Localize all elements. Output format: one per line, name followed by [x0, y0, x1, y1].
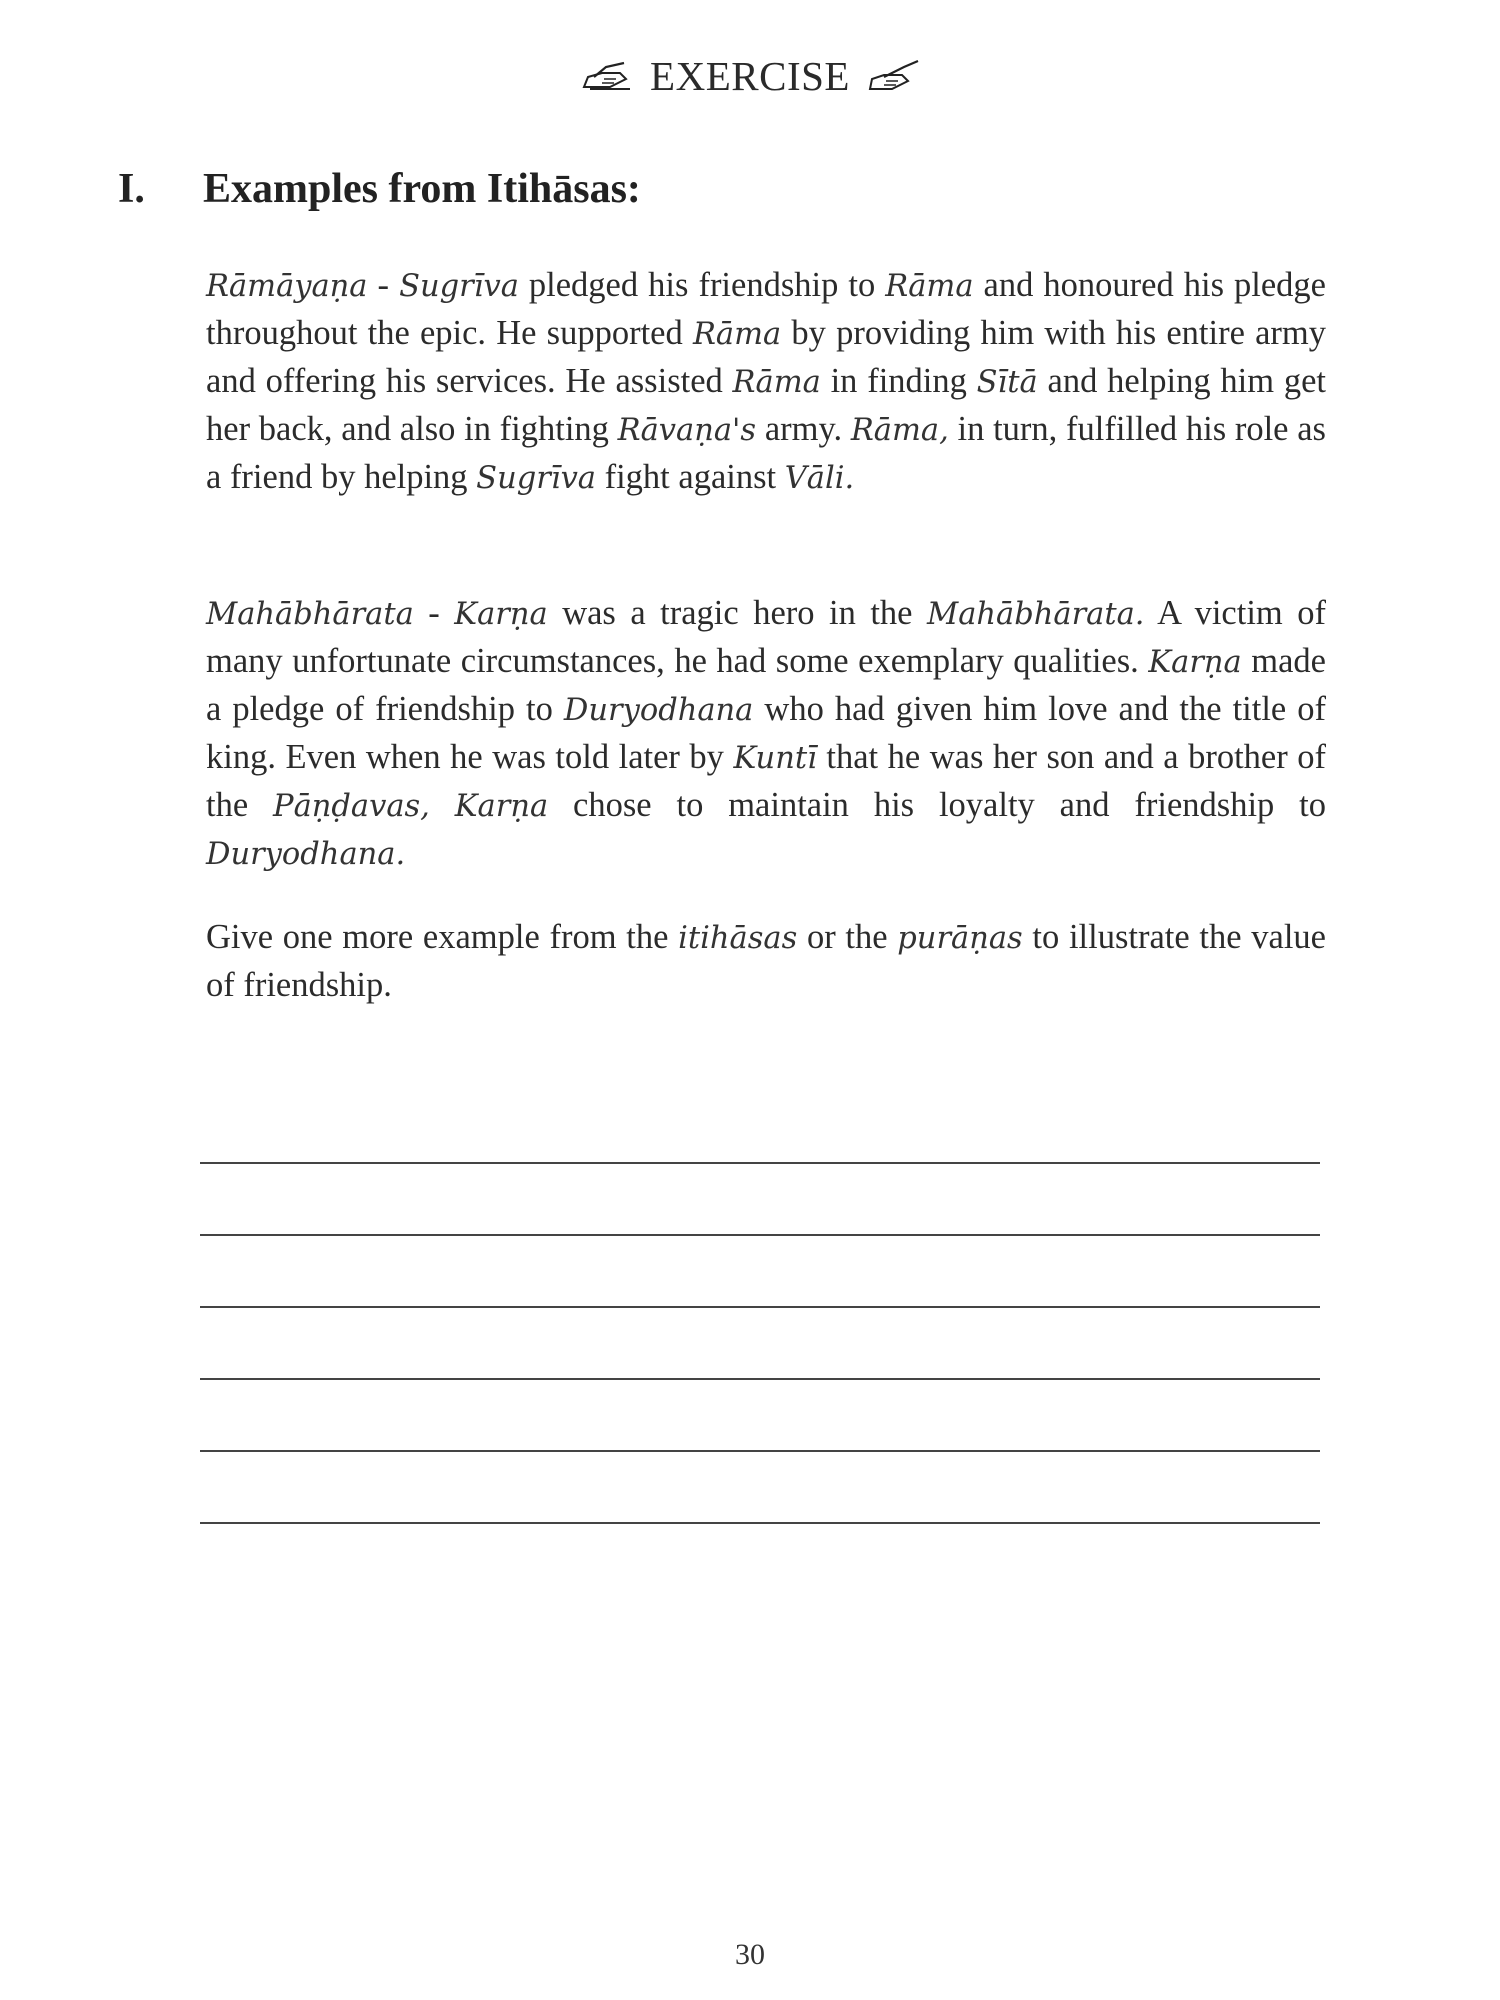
italic-term: Rāma — [692, 317, 782, 352]
text-run: - — [367, 266, 400, 304]
text-run: who had given him love and the title of king. Even when he was told later by — [206, 690, 1327, 776]
text-run: fight against — [595, 458, 785, 496]
italic-term: Karṇa — [1148, 645, 1242, 680]
italic-term: Rāmāyaṇa — [206, 269, 368, 304]
exercise-prompt — [206, 914, 1326, 1008]
text-run: Give one more example from the — [206, 918, 679, 956]
answer-line[interactable] — [200, 1092, 1320, 1164]
text-run: chose to maintain his loyalty and friendship to — [548, 786, 1326, 824]
section-title: Examples from Itihāsas: — [203, 166, 641, 212]
italic-term: Rāma — [732, 365, 821, 400]
page-number: 30 — [735, 1938, 765, 1971]
hand-writing-icon — [580, 59, 636, 93]
text-run: pledged his friendship to — [518, 266, 886, 304]
answer-line[interactable] — [200, 1380, 1320, 1452]
text-run: to illustrate the value of friendship. — [206, 918, 1326, 1004]
text-run: in finding — [820, 362, 977, 400]
exercise-heading — [0, 52, 1500, 100]
text-run: army. — [756, 410, 851, 448]
hand-writing-icon — [864, 59, 920, 93]
italic-term: Karṇa — [454, 597, 548, 632]
italic-term: Mahābhārata. — [926, 597, 1145, 632]
text-run: was a tragic hero in the — [547, 594, 927, 632]
exercise-title: EXERCISE — [650, 53, 850, 99]
text-run: by providing him with his entire army and offering his services. He assisted — [206, 314, 1326, 400]
section-heading — [118, 165, 641, 213]
text-run: or the — [797, 918, 898, 956]
italic-term: Rāma, — [850, 413, 949, 448]
italic-term: Sugrīva — [476, 461, 596, 496]
italic-term: Vāli. — [784, 461, 855, 496]
italic-term: Pāṇḍavas, — [273, 789, 430, 824]
italic-term: Kuntī — [733, 741, 817, 776]
answer-area[interactable] — [200, 1092, 1320, 1524]
italic-term: Karṇa — [454, 789, 549, 824]
text-run: - — [413, 594, 455, 632]
text-run — [430, 786, 455, 824]
text-run: made a pledge of friendship to — [206, 642, 1326, 728]
section-number: I. — [118, 166, 145, 212]
text-run: and helping him get her back, and also in fighting — [206, 362, 1326, 448]
answer-line[interactable] — [200, 1308, 1320, 1380]
answer-line[interactable] — [200, 1236, 1320, 1308]
text-run: in turn, fulfilled his role as a friend by helping — [206, 410, 1326, 496]
italic-term: purāṇas — [897, 921, 1023, 956]
ramayana-paragraph — [206, 262, 1326, 502]
italic-term: itihāsas — [678, 921, 798, 956]
italic-term: Duryodhana — [563, 693, 754, 728]
answer-line[interactable] — [200, 1452, 1320, 1524]
italic-term: Sugrīva — [399, 269, 519, 304]
text-run: A victim of many unfortunate circumstances, he had some exemplary qualities. — [206, 594, 1326, 680]
italic-term: Mahābhārata — [206, 597, 414, 632]
italic-term: Rāma — [885, 269, 974, 304]
text-run: that he was her son and a brother of the — [206, 738, 1326, 824]
answer-line[interactable] — [200, 1164, 1320, 1236]
mahabharata-paragraph — [206, 590, 1326, 878]
italic-term: Sītā — [976, 365, 1038, 400]
italic-term: Duryodhana. — [206, 837, 406, 872]
italic-term: Rāvaṇa's — [617, 413, 757, 448]
text-run: and honoured his pledge throughout the epic. He supported — [206, 266, 1326, 352]
